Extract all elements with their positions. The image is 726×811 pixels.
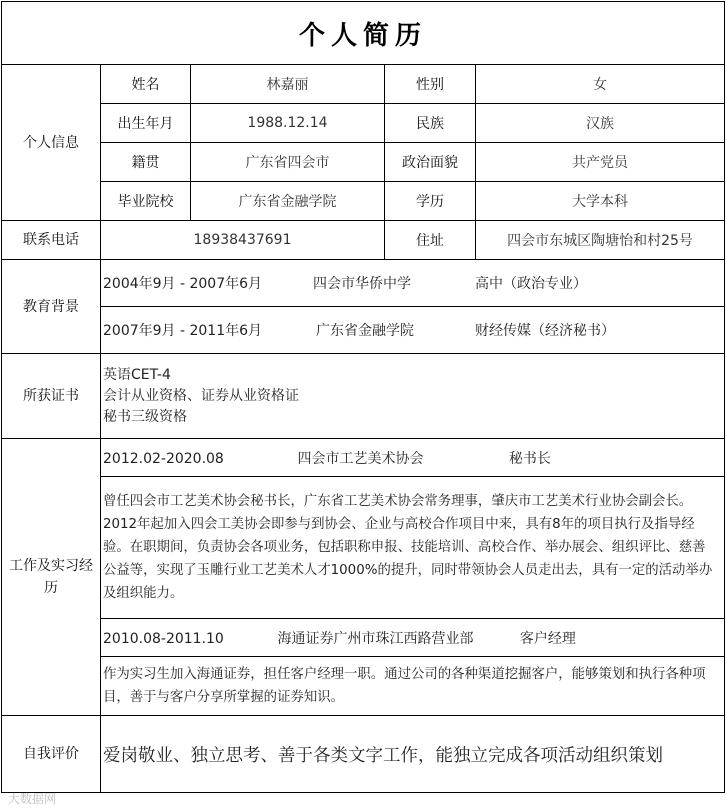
education-item xyxy=(101,307,725,354)
section-certificates: 所获证书 xyxy=(2,354,101,439)
birth-label: 出生年月 xyxy=(101,104,191,143)
education-school: 四会市华侨中学 xyxy=(313,276,411,292)
education-item xyxy=(101,260,725,307)
job-period: 2010.08-2011.10 xyxy=(103,630,224,647)
section-education: 教育背景 xyxy=(2,260,101,354)
education-major: 财经传媒（经济秘书） xyxy=(475,323,615,339)
job-role: 秘书长 xyxy=(508,450,551,467)
phone-value: 18938437691 xyxy=(101,221,385,260)
job-period: 2012.02-2020.08 xyxy=(103,450,224,467)
degree-label: 学历 xyxy=(385,182,476,221)
certificate-item: 秘书三级资格 xyxy=(103,408,187,425)
school-label: 毕业院校 xyxy=(101,182,191,221)
address-value: 四会市东城区陶塘怡和村25号 xyxy=(476,221,725,260)
job-description: 作为实习生加入海通证券，担任客户经理一职。通过公司的各种渠道挖掘客户，能够策划和执行各种项目，善于与客户分享所掌握的证券知识。 xyxy=(101,657,725,716)
gender-label: 性别 xyxy=(385,65,476,104)
gender-value: 女 xyxy=(476,65,725,104)
job-role: 客户经理 xyxy=(519,630,576,647)
origin-label: 籍贯 xyxy=(101,143,191,182)
education-major: 高中（政治专业） xyxy=(475,276,587,292)
section-self-eval: 自我评价 xyxy=(2,716,101,793)
section-personal-info: 个人信息 xyxy=(2,65,101,221)
section-work: 工作及实习经历 xyxy=(2,439,101,716)
address-label: 住址 xyxy=(385,221,476,260)
ethnicity-value: 汉族 xyxy=(476,104,725,143)
job-description: 曾任四会市工艺美术协会秘书长，广东省工艺美术协会常务理事，肇庆市工艺美术行业协会副会长。2012年起加入四会工美协会即参与到协会、企业与高校合作项目中来，具有8年的项目执行及指导经验。在职期间，负责协会各项业务，包括职称申报、技能培训、高校合作、举办展会、组织评比、慈善公益等，实现了玉雕行业工艺美术人才1000%的提升，同时带领协会人员走出去，具有一定的活动举办及组织能力。 xyxy=(101,477,725,619)
self-evaluation: 爱岗敬业、独立思考、善于各类文字工作，能独立完成各项活动组织策划 xyxy=(101,716,725,793)
certificate-item: 英语CET-4 xyxy=(103,366,171,383)
education-period: 2007年9月 - 2011年6月 xyxy=(103,323,263,339)
education-period: 2004年9月 - 2007年6月 xyxy=(103,276,263,292)
political-value: 共产党员 xyxy=(476,143,725,182)
section-contact: 联系电话 xyxy=(2,221,101,260)
name-label: 姓名 xyxy=(101,65,191,104)
school-value: 广东省金融学院 xyxy=(191,182,385,221)
job-header xyxy=(101,439,725,477)
resume-table xyxy=(1,1,725,793)
job-org: 四会市工艺美术协会 xyxy=(297,450,424,467)
origin-value: 广东省四会市 xyxy=(191,143,385,182)
watermark: 大数据网 xyxy=(8,792,57,806)
job-header xyxy=(101,619,725,657)
certificate-list xyxy=(101,354,725,439)
job-org: 海通证券广州市珠江西路营业部 xyxy=(277,630,474,647)
degree-value: 大学本科 xyxy=(476,182,725,221)
page-title: 个人简历 xyxy=(2,2,725,65)
political-label: 政治面貌 xyxy=(385,143,476,182)
certificate-item: 会计从业资格、证券从业资格证 xyxy=(103,387,299,404)
education-school: 广东省金融学院 xyxy=(316,323,414,339)
ethnicity-label: 民族 xyxy=(385,104,476,143)
birth-value: 1988.12.14 xyxy=(191,104,385,143)
name-value: 林嘉丽 xyxy=(191,65,385,104)
